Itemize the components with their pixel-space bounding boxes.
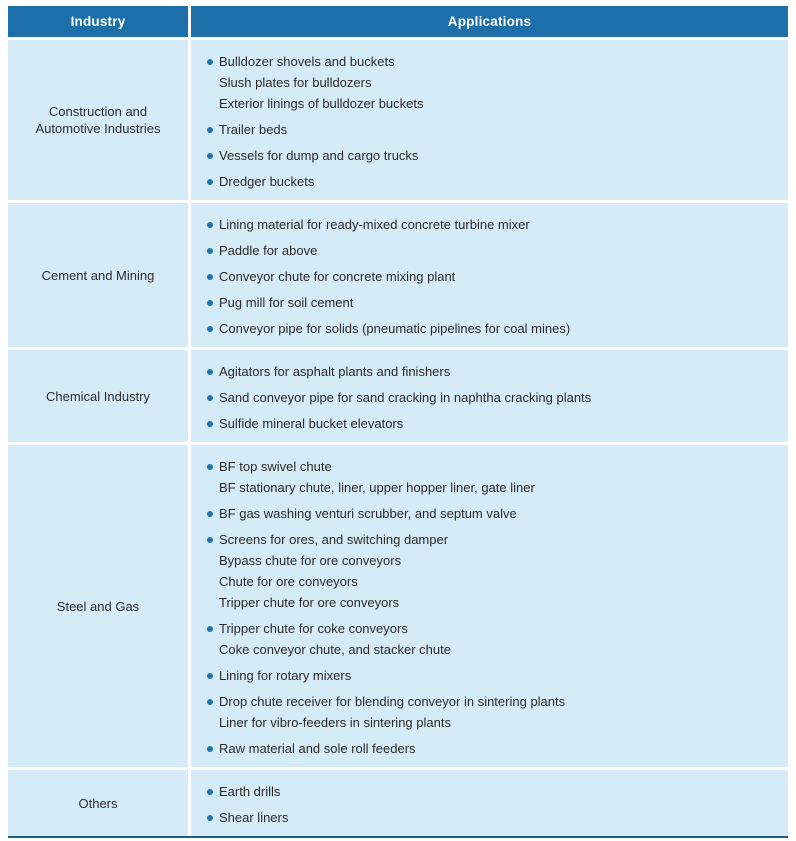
applications-cell: [191, 203, 788, 347]
application-item: [207, 477, 772, 498]
application-item-label: Liner for vibro-feeders in sintering plants: [219, 715, 451, 730]
application-item: [207, 781, 772, 802]
bullet-icon: [207, 369, 213, 375]
application-item-label: Tripper chute for coke conveyors: [219, 621, 408, 636]
bullet-icon: [207, 673, 213, 679]
bullet-icon: [207, 274, 213, 280]
application-item-label: Exterior linings of bulldozer buckets: [219, 96, 424, 111]
application-item: [207, 618, 772, 639]
bullet-icon: [207, 626, 213, 632]
application-item-label: Shear liners: [219, 810, 289, 825]
application-item-label: Sulfide mineral bucket elevators: [219, 416, 404, 431]
application-item: [207, 292, 772, 313]
application-item-label: Earth drills: [219, 784, 281, 799]
applications-column-header: Applications: [191, 6, 788, 37]
application-item-label: Conveyor pipe for solids (pneumatic pipelines for coal mines): [219, 321, 571, 336]
industry-applications-table: [8, 6, 788, 836]
application-item-label: Trailer beds: [219, 122, 288, 137]
applications-cell: [191, 445, 788, 767]
table-bottom-rule: [8, 836, 788, 838]
application-item-label: Coke conveyor chute, and stacker chute: [219, 642, 451, 657]
application-item-label: Sand conveyor pipe for sand cracking in naphtha cracking plants: [219, 390, 592, 405]
industry-label: Chemical Industry: [45, 388, 151, 404]
application-item-label: Pug mill for soil cement: [219, 295, 354, 310]
application-item: [207, 665, 772, 686]
industry-applications-table-wrap: [8, 6, 788, 838]
bullet-icon: [207, 326, 213, 332]
bullet-icon: [207, 511, 213, 517]
application-item: [207, 592, 772, 613]
industry-cell: [8, 770, 188, 836]
application-item: [207, 413, 772, 434]
applications-cell: [191, 40, 788, 200]
bullet-icon: [207, 746, 213, 752]
application-item: [207, 691, 772, 712]
application-item: [207, 456, 772, 477]
application-item: [207, 738, 772, 759]
application-item-label: Tripper chute for ore conveyors: [219, 595, 400, 610]
application-item-label: BF top swivel chute: [219, 459, 332, 474]
applications-cell: [191, 350, 788, 442]
application-item-label: Lining material for ready-mixed concrete turbine mixer: [219, 217, 530, 232]
application-item: [207, 550, 772, 571]
industry-column-header: Industry: [8, 6, 188, 37]
bullet-icon: [207, 248, 213, 254]
bullet-icon: [207, 127, 213, 133]
bullet-icon: [207, 222, 213, 228]
application-item-label: Screens for ores, and switching damper: [219, 532, 449, 547]
application-item: [207, 266, 772, 287]
bullet-icon: [207, 300, 213, 306]
application-item: [207, 318, 772, 339]
application-item: [207, 529, 772, 550]
application-item-label: BF stationary chute, liner, upper hopper liner, gate liner: [219, 480, 535, 495]
industry-cell: [8, 203, 188, 347]
application-item-label: Conveyor chute for concrete mixing plant: [219, 269, 456, 284]
application-item-label: Agitators for asphalt plants and finishers: [219, 364, 451, 379]
bullet-icon: [207, 464, 213, 470]
application-item-label: Paddle for above: [219, 243, 318, 258]
application-item-label: Dredger buckets: [219, 174, 315, 189]
bullet-icon: [207, 153, 213, 159]
bullet-icon: [207, 179, 213, 185]
application-item: [207, 571, 772, 592]
applications-cell: [191, 770, 788, 836]
application-item: [207, 145, 772, 166]
bullet-icon: [207, 395, 213, 401]
application-item-label: Bypass chute for ore conveyors: [219, 553, 402, 568]
application-item: [207, 807, 772, 828]
industry-cell: [8, 350, 188, 442]
application-item: [207, 712, 772, 733]
application-item: [207, 503, 772, 524]
application-item: [207, 240, 772, 261]
application-item-label: Drop chute receiver for blending conveyor in sintering plants: [219, 694, 566, 709]
application-item-label: Vessels for dump and cargo trucks: [219, 148, 419, 163]
industry-label: Cement and Mining: [41, 267, 155, 283]
industry-cell: [8, 40, 188, 200]
application-item: [207, 214, 772, 235]
application-item: [207, 72, 772, 93]
industry-label: Construction and Automotive Industries: [35, 104, 161, 136]
application-item-label: Slush plates for bulldozers: [219, 75, 372, 90]
application-item: [207, 119, 772, 140]
application-item-label: Lining for rotary mixers: [219, 668, 352, 683]
application-item: [207, 639, 772, 660]
bullet-icon: [207, 815, 213, 821]
bullet-icon: [207, 421, 213, 427]
bullet-icon: [207, 59, 213, 65]
application-item: [207, 93, 772, 114]
industry-cell: [8, 445, 188, 767]
application-item: [207, 361, 772, 382]
application-item: [207, 171, 772, 192]
bullet-icon: [207, 537, 213, 543]
industry-label: Steel and Gas: [56, 598, 140, 614]
application-item-label: Bulldozer shovels and buckets: [219, 54, 395, 69]
application-item: [207, 51, 772, 72]
bullet-icon: [207, 699, 213, 705]
bullet-icon: [207, 789, 213, 795]
application-item-label: Chute for ore conveyors: [219, 574, 358, 589]
application-item-label: BF gas washing venturi scrubber, and septum valve: [219, 506, 517, 521]
application-item-label: Raw material and sole roll feeders: [219, 741, 416, 756]
industry-label: Others: [78, 795, 118, 811]
application-item: [207, 387, 772, 408]
